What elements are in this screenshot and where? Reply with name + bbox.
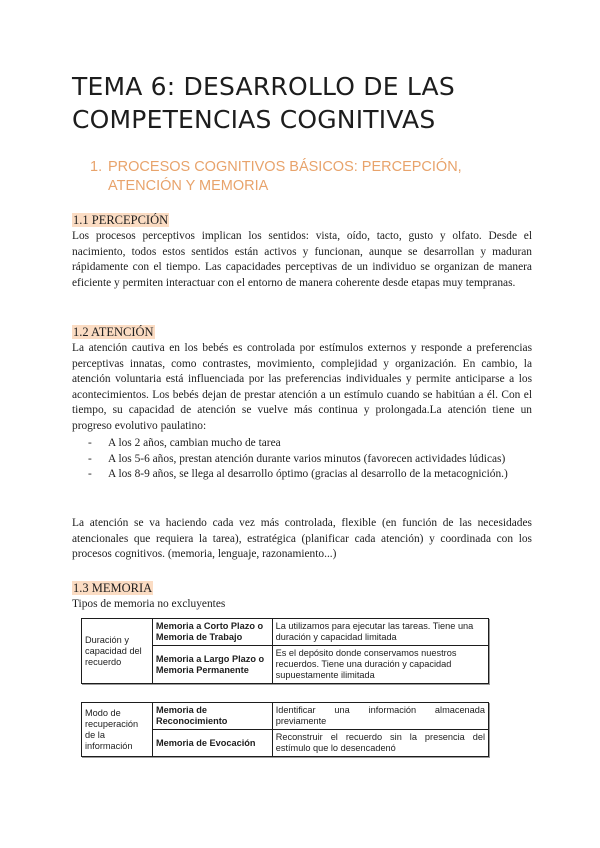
bullet-dash: -: [88, 437, 92, 449]
table-row: [82, 703, 489, 730]
table-row-header: Duración y capacidad del recuerdo: [82, 619, 153, 684]
section-subtitle: [90, 158, 530, 196]
list-item: - A los 5-6 años, prestan atención durante varios minutos (favorecen actividades lúdicas): [72, 452, 532, 468]
memory-description-cell: Identificar una información almacenada previamente: [272, 703, 488, 730]
bullet-dash: -: [88, 468, 92, 480]
memory-description-cell: Reconstruir el recuerdo sin la presencia del estímulo que lo desencadenó: [272, 730, 488, 757]
subtitle-number: 1.: [90, 159, 103, 175]
page-title: TEMA 6: DESARROLLO DE LAS COMPETENCIAS COGNITIVAS: [72, 72, 455, 134]
atencion-bullet-list: [72, 436, 532, 483]
memory-type-cell: Memoria a Corto Plazo o Memoria de Trabajo: [152, 619, 272, 646]
list-item: - A los 2 años, cambian mucho de tarea: [72, 436, 532, 452]
table-row: [82, 619, 489, 646]
memory-type-cell: Memoria de Reconocimiento: [152, 703, 272, 730]
memory-retrieval-table: [81, 702, 489, 757]
memoria-intro: Tipos de memoria no excluyentes: [72, 598, 226, 610]
memoria-heading: 1.3 MEMORIA: [73, 581, 153, 595]
atencion-paragraph: La atención cautiva en los bebés es controlada por estímulos externos y responde a preferencias perceptivas innatas, como contrastes, movimiento, complejidad y organización. En cambio, la atención voluntaria está influenciada por las preferencias individuales y permite anticiparse a los acontecimientos. Los bebés dejan de prestar atención a un estímulo cuando se habitúan a él. Con el tiempo, su capacidad de atención se vuelve más continua y prolongada.La atención tiene un progreso evolutivo paulatino:: [72, 342, 532, 432]
memory-description-cell: La utilizamos para ejecutar las tareas. Tiene una duración y capacidad limitada: [272, 619, 488, 646]
memory-type-cell: Memoria a Largo Plazo o Memoria Permanente: [152, 646, 272, 684]
subtitle-text: PROCESOS COGNITIVOS BÁSICOS: PERCEPCIÓN, ATENCIÓN Y MEMORIA: [108, 159, 462, 194]
percepcion-heading: 1.1 PERCEPCIÓN: [73, 213, 169, 227]
memory-duration-table: [81, 618, 489, 684]
atencion-closing-paragraph: La atención se va haciendo cada vez más controlada, flexible (en función de las necesidades atencionales que requiera la tarea), estratégica (planificar cada atención) y coordinada con los procesos cognitivos. (memoria, lenguaje, razonamiento...): [72, 517, 532, 560]
percepcion-paragraph: Los procesos perceptivos implican los sentidos: vista, oído, tacto, gusto y olfato. Desde el nacimiento, todos estos sentidos están activos y funcionan, aunque se desarrollan y maduran rápidamente con el tiempo. Las capacidades perceptivas de un individuo se organizan de manera eficiente y permiten interactuar con el entorno de manera coherente desde etapas muy tempranas.: [72, 230, 532, 289]
list-item: - A los 8-9 años, se llega al desarrollo óptimo (gracias al desarrollo de la metacognición.): [72, 467, 532, 483]
bullet-dash: -: [88, 452, 92, 465]
memory-type-cell: Memoria de Evocación: [152, 730, 272, 757]
memory-description-cell: Es el depósito donde conservamos nuestros recuerdos. Tiene una duración y capacidad supuestamente ilimitada: [272, 646, 488, 684]
table-row-header: Modo de recuperación de la información: [82, 703, 153, 757]
atencion-heading: 1.2 ATENCIÓN: [73, 325, 154, 339]
